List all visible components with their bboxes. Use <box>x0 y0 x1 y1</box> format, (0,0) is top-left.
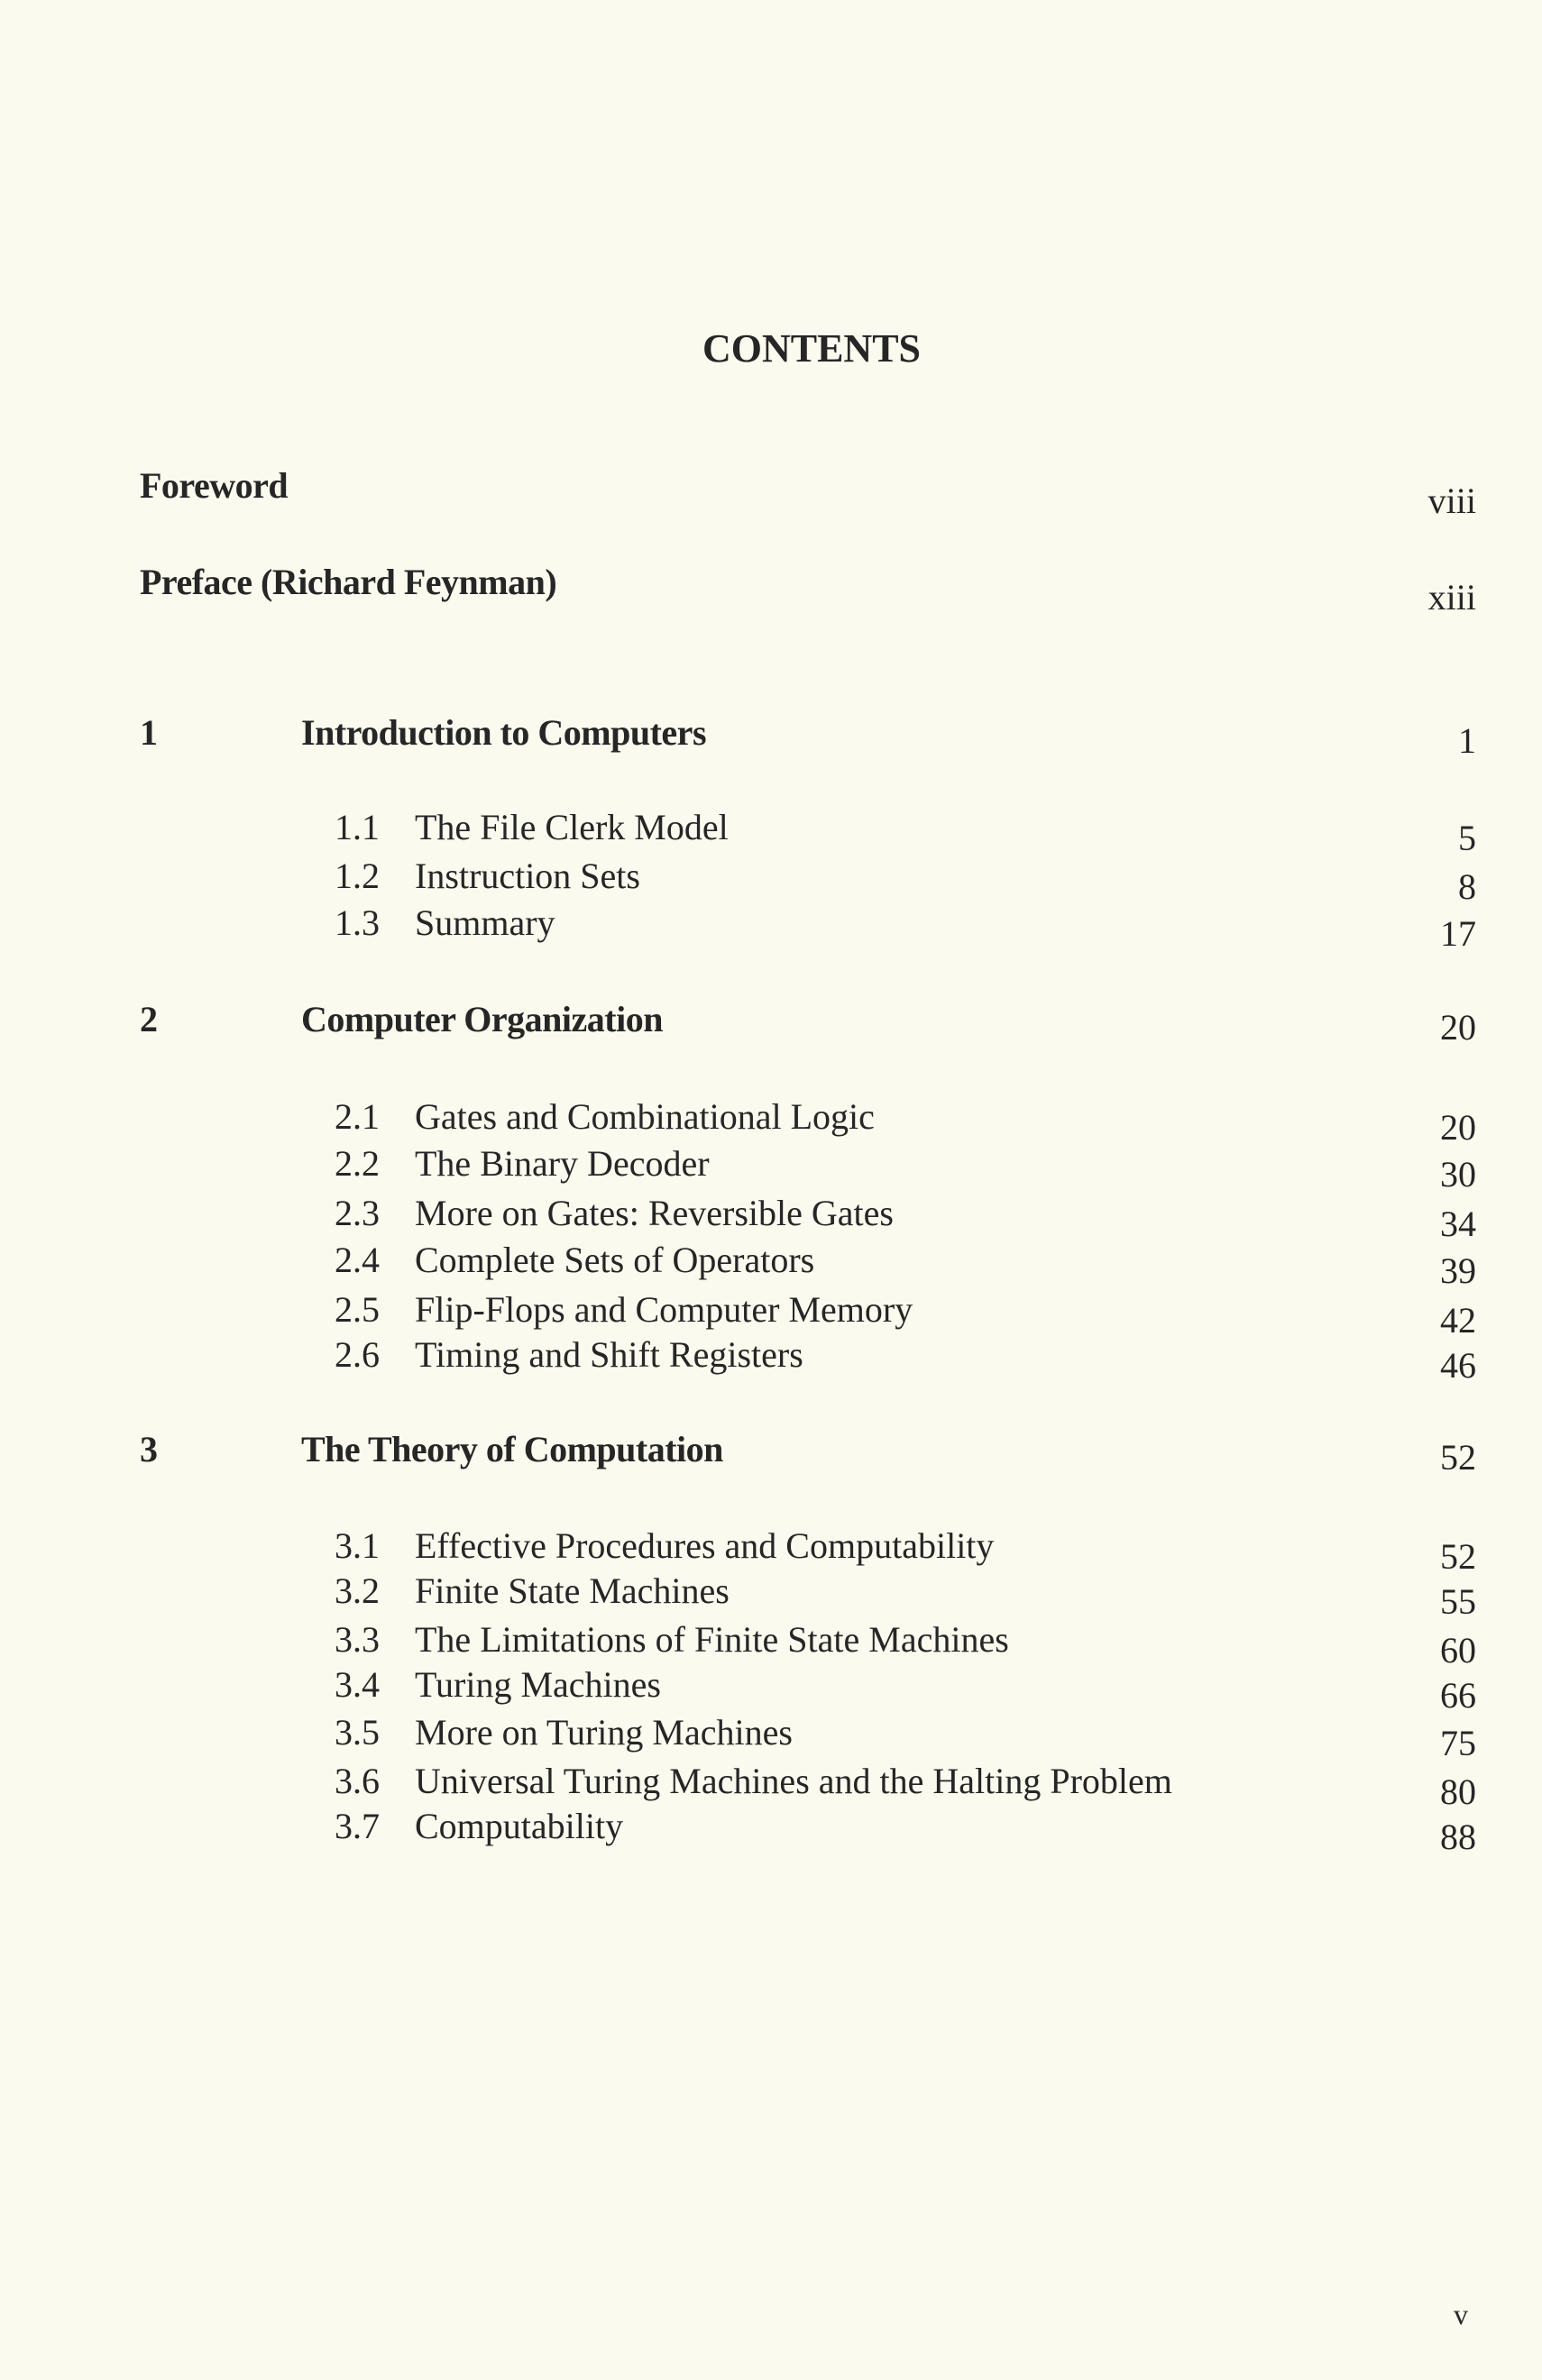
section-title: Effective Procedures and Computability <box>415 1525 995 1566</box>
section-page: 66 <box>1440 1675 1476 1716</box>
section-page: 34 <box>1440 1204 1476 1244</box>
front-matter-title: Foreword <box>140 465 289 506</box>
section-number: 3.5 <box>335 1712 380 1753</box>
section-number: 2.2 <box>335 1143 380 1184</box>
section-page: 5 <box>1458 818 1476 858</box>
chapter-number: 1 <box>140 712 158 753</box>
section-title: Summary <box>415 902 555 943</box>
section-number: 1.3 <box>335 902 380 943</box>
chapter-number: 3 <box>140 1429 158 1469</box>
page-folio: v <box>1454 2298 1468 2330</box>
chapter-title: The Theory of Computation <box>301 1429 723 1469</box>
section-page: 55 <box>1440 1581 1476 1622</box>
section-title: Computability <box>415 1806 624 1846</box>
page-title: CONTENTS <box>702 326 922 371</box>
section-page: 52 <box>1440 1536 1476 1577</box>
section-number: 3.3 <box>335 1619 380 1660</box>
section-number: 3.7 <box>335 1806 380 1846</box>
section-title: Instruction Sets <box>415 856 640 896</box>
section-title: Turing Machines <box>415 1664 661 1705</box>
section-number: 1.1 <box>335 807 380 847</box>
chapter-page: 1 <box>1458 720 1476 761</box>
section-page: 8 <box>1458 866 1476 907</box>
section-number: 1.2 <box>335 856 380 896</box>
section-title: Finite State Machines <box>415 1570 730 1611</box>
section-title: The Limitations of Finite State Machines <box>415 1619 1009 1660</box>
section-title: Timing and Shift Registers <box>415 1334 803 1375</box>
section-title: The Binary Decoder <box>415 1143 710 1184</box>
section-number: 2.1 <box>335 1096 380 1137</box>
front-matter-page: xiii <box>1427 577 1476 618</box>
section-number: 3.2 <box>335 1570 380 1611</box>
section-number: 3.4 <box>335 1664 380 1705</box>
chapter-title: Computer Organization <box>301 999 663 1039</box>
chapter-title: Introduction to Computers <box>301 712 707 753</box>
section-number: 3.6 <box>335 1761 380 1801</box>
chapter-number: 2 <box>140 999 158 1039</box>
section-title: Flip-Flops and Computer Memory <box>415 1289 913 1330</box>
front-matter-page: viii <box>1427 481 1476 521</box>
section-page: 75 <box>1440 1723 1476 1763</box>
section-title: More on Turing Machines <box>415 1712 793 1753</box>
section-page: 39 <box>1440 1250 1476 1291</box>
section-title: Gates and Combinational Logic <box>415 1096 875 1137</box>
chapter-page: 20 <box>1440 1007 1476 1048</box>
section-page: 17 <box>1440 913 1476 954</box>
section-title: More on Gates: Reversible Gates <box>415 1193 894 1233</box>
section-number: 2.3 <box>335 1193 380 1233</box>
section-page: 42 <box>1440 1300 1476 1341</box>
section-page: 88 <box>1440 1817 1476 1857</box>
section-page: 20 <box>1440 1107 1476 1148</box>
section-title: Complete Sets of Operators <box>415 1240 815 1280</box>
chapter-page: 52 <box>1440 1437 1476 1478</box>
section-number: 2.4 <box>335 1240 380 1280</box>
section-page: 60 <box>1440 1630 1476 1671</box>
section-number: 2.6 <box>335 1334 380 1375</box>
section-number: 2.5 <box>335 1289 380 1330</box>
section-title: The File Clerk Model <box>415 807 729 847</box>
section-number: 3.1 <box>335 1525 380 1566</box>
section-page: 30 <box>1440 1154 1476 1195</box>
front-matter-title: Preface (Richard Feynman) <box>140 562 557 602</box>
section-page: 46 <box>1440 1345 1476 1386</box>
section-page: 80 <box>1440 1771 1476 1812</box>
section-title: Universal Turing Machines and the Halting Problem <box>415 1761 1172 1801</box>
